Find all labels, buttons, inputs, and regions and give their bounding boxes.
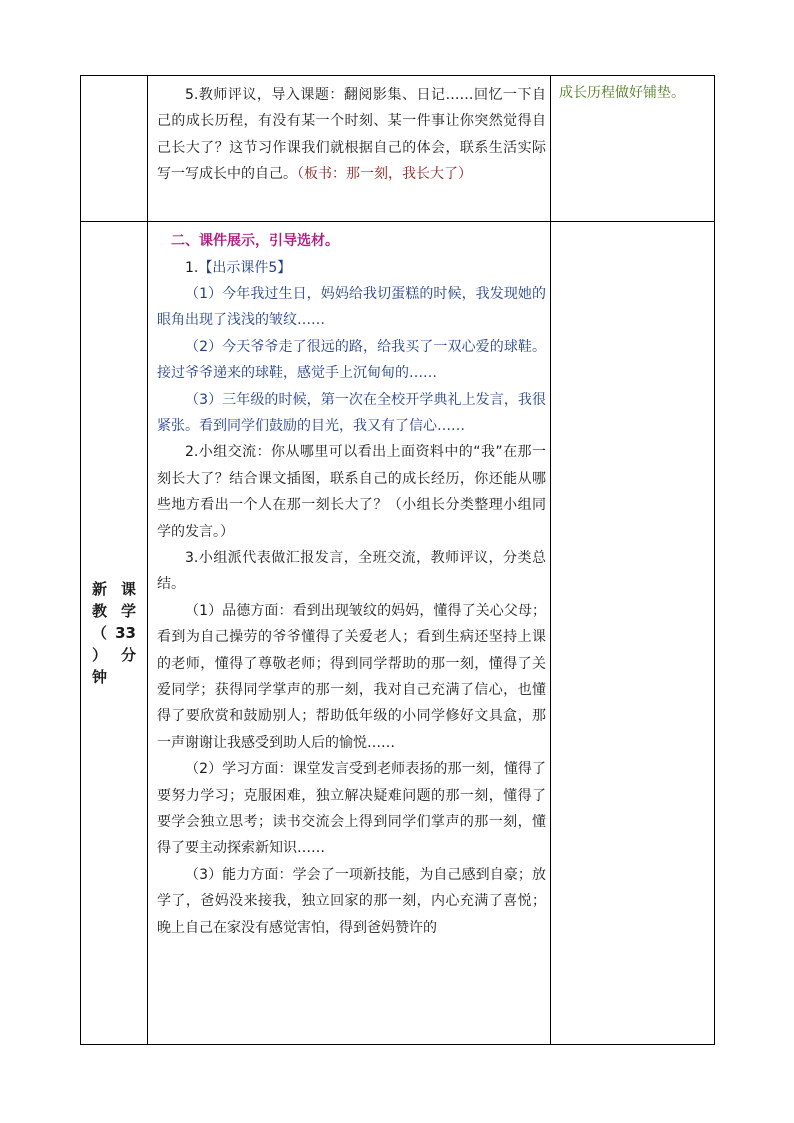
example-2: （2）今天爷爷走了很远的路，给我买了一双心爱的球鞋。接过爷爷递来的球鞋，感觉手上沉甸甸的…… [157,338,546,382]
label-cell-empty [81,76,148,222]
section-label: 新课教学（ 33 ）分钟 [92,580,136,687]
note-cell [551,76,715,222]
item-2: 2.小组交流：你从哪里可以看出上面资料中的“我”在那一刻长大了？结合课文插图，联系自己的成长经历，你还能从哪些地方看出一个人在那一刻长大了？（小组长分类整理小组同学的发言。） [157,444,546,540]
section-title: 二、课件展示，引导选材。 [171,233,339,250]
courseware-bracket: 【出示课件5】 [198,259,292,276]
item-1 [157,255,546,281]
teacher-comment-paragraph [157,82,546,188]
note-cell-empty [551,222,715,1045]
label-cell [81,222,148,1045]
board-note: （板书：那一刻，我长大了） [297,166,472,183]
lesson-plan-table [80,75,715,1045]
content-cell [148,76,551,222]
aspect-ability: （3）能力方面：学会了一项新技能，为自己感到自豪；放学了，爸妈没来接我，独立回家的那一刻，内心充满了喜悦；晚上自己在家没有感觉害怕，得到爸妈赞许的 [157,866,546,936]
aspect-study: （2）学习方面：课堂发言受到老师表扬的那一刻，懂得了要努力学习；克服困难，独立解决疑难问题的那一刻，懂得了要学会独立思考；读书交流会上得到同学们掌声的那一刻，懂得了要主动探索新知识…… [157,761,546,857]
table-row [81,76,715,222]
teacher-comment-text: 5.教师评议，导入课题：翻阅影集、日记……回忆一下自己的成长历程，有没有某一个时刻、某一件事让你突然觉得自己长大了？这节习作课我们就根据自己的体会，联系生活实际写一写成长中的自己。 [157,87,546,183]
side-note: 成长历程做好铺垫。 [559,85,685,101]
item-3: 3.小组派代表做汇报发言，全班交流，教师评议，分类总结。 [157,550,546,593]
example-3: （3）三年级的时候，第一次在全校开学典礼上发言，我很紧张。看到同学们鼓励的目光，我又有了信心…… [157,391,546,434]
aspect-moral: （1）品德方面：看到出现皱纹的妈妈，懂得了关心父母；看到为自己操劳的爷爷懂得了关爱老人；看到生病还坚持上课的老师，懂得了尊敬老师；得到同学帮助的那一刻，懂得了关爱同学；获得同学掌声的那一刻，我对自己充满了信心，也懂得了要欣赏和鼓励别人；帮助低年级的小同学修好文具盒，那一声谢谢让我感受到助人后的愉悦…… [157,602,546,751]
example-1: （1）今年我过生日，妈妈给我切蛋糕的时候，我发现她的眼角出现了浅浅的皱纹…… [157,285,546,329]
item-1-prefix: 1. [185,259,199,276]
content-cell [148,222,551,1045]
table-row [81,222,715,1045]
